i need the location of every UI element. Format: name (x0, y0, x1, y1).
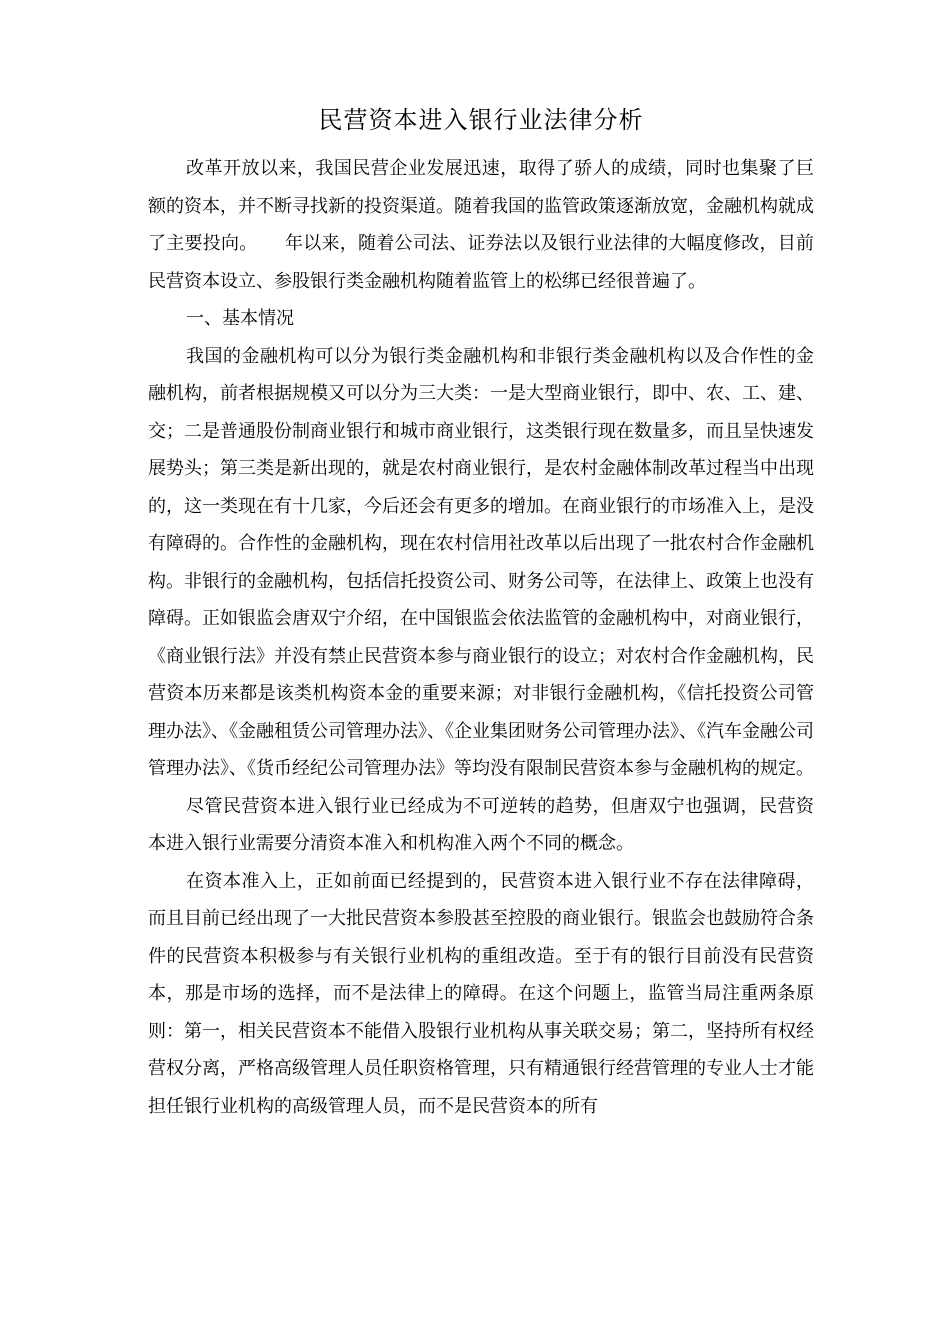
document-page (148, 100, 814, 1125)
section-heading-basic-situation: 一、基本情况 (186, 308, 294, 329)
document-title: 民营资本进入银行业法律分析 (318, 106, 644, 134)
paragraph-trend: 尽管民营资本进入银行业已经成为不可逆转的趋势，但唐双宁也强调，民营资本进入银行业需要分清资本准入和机构准入两个不同的概念。 (148, 795, 814, 854)
paragraph-intro: 改革开放以来，我国民营企业发展迅速，取得了骄人的成绩，同时也集聚了巨额的资本，并不断寻找新的投资渠道。随着我国的监管政策逐渐放宽，金融机构就成了主要投向。 年以来，随着公司法、证券法以及银行业法律的大幅度修改，目前民营资本设立、参股银行类金融机构随着监管上的松绑已经很普遍了。 (148, 158, 814, 292)
paragraph-financial-institutions: 我国的金融机构可以分为银行类金融机构和非银行类金融机构以及合作性的金融机构，前者根据规模又可以分为三大类：一是大型商业银行，即中、农、工、建、交；二是普通股份制商业银行和城市商业银行，这类银行现在数量多，而且呈快速发展势头；第三类是新出现的，就是农村商业银行，是农村金融体制改革过程当中出现的，这一类现在有十几家，今后还会有更多的增加。在商业银行的市场准入上，是没有障碍的。合作性的金融机构，现在农村信用社改革以后出现了一批农村合作金融机构。非银行的金融机构，包括信托投资公司、财务公司等，在法律上、政策上也没有障碍。正如银监会唐双宁介绍，在中国银监会依法监管的金融机构中，对商业银行，《商业银行法》并没有禁止民营资本参与商业银行的设立；对农村合作金融机构，民营资本历来都是该类机构资本金的重要来源；对非银行金融机构，《信托投资公司管理办法》、《金融租赁公司管理办法》、《企业集团财务公司管理办法》、《汽车金融公司管理办法》、《货币经纪公司管理办法》等均没有限制民营资本参与金融机构的规定。 (148, 345, 814, 779)
paragraph-capital-access: 在资本准入上，正如前面已经提到的，民营资本进入银行业不存在法律障碍，而且目前已经出现了一大批民营资本参股甚至控股的商业银行。银监会也鼓励符合条件的民营资本积极参与有关银行业机构的重组改造。至于有的银行目前没有民营资本，那是市场的选择，而不是法律上的障碍。在这个问题上，监管当局注重两条原则：第一，相关民营资本不能借入股银行业机构从事关联交易；第二，坚持所有权经营权分离，严格高级管理人员任职资格管理，只有精通银行经营管理的专业人士才能担任银行业机构的高级管理人员，而不是民营资本的所有 (148, 870, 814, 1117)
